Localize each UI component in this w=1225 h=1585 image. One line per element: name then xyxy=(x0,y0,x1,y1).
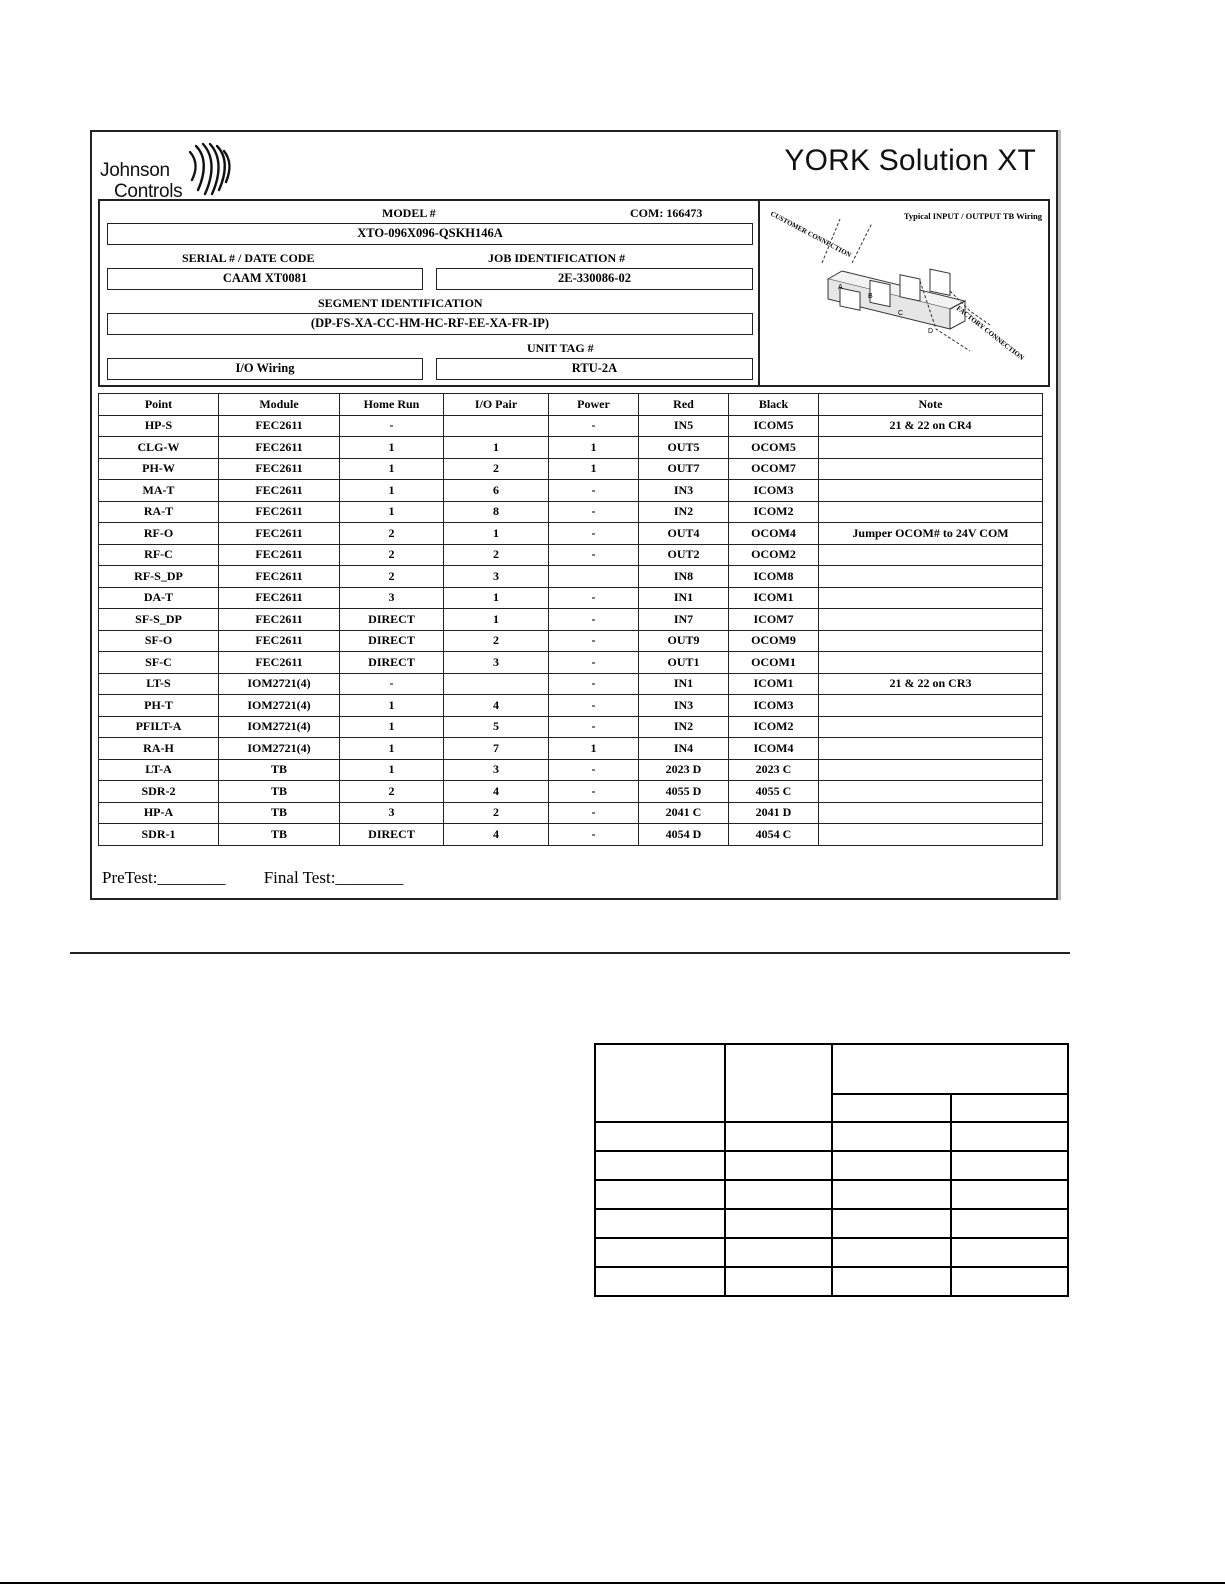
table-cell: PFILT-A xyxy=(99,716,219,738)
blank-grid-cell xyxy=(595,1267,725,1296)
blank-grid-cell xyxy=(725,1122,832,1151)
table-cell: 1 xyxy=(340,716,444,738)
table-cell: 1 xyxy=(340,695,444,717)
table-cell: FEC2611 xyxy=(219,415,340,437)
table-cell: FEC2611 xyxy=(219,544,340,566)
test-signoff-line xyxy=(102,868,437,888)
blank-grid-cell xyxy=(595,1209,725,1238)
table-cell: OCOM4 xyxy=(729,523,819,545)
table-cell: SDR-1 xyxy=(99,824,219,846)
blank-grid-cell xyxy=(832,1267,951,1296)
blank-grid-cell xyxy=(595,1122,725,1151)
table-cell: OUT5 xyxy=(639,437,729,459)
table-cell: FEC2611 xyxy=(219,609,340,631)
table-cell: 1 xyxy=(444,437,549,459)
table-row xyxy=(99,695,1043,717)
io-table-header xyxy=(99,394,1043,416)
table-row xyxy=(99,824,1043,846)
table-cell: HP-S xyxy=(99,415,219,437)
table-cell: MA-T xyxy=(99,480,219,502)
table-cell: SF-C xyxy=(99,652,219,674)
blank-grid-row xyxy=(595,1180,1068,1209)
table-cell: IN3 xyxy=(639,695,729,717)
table-cell: SF-S_DP xyxy=(99,609,219,631)
table-cell: 1 xyxy=(340,738,444,760)
table-cell: FEC2611 xyxy=(219,480,340,502)
table-cell: 5 xyxy=(444,716,549,738)
serial-label: SERIAL # / DATE CODE xyxy=(182,251,315,265)
table-cell: 1 xyxy=(340,437,444,459)
brand-line-1: Johnson xyxy=(100,160,170,181)
table-cell xyxy=(444,673,549,695)
blank-grid-row xyxy=(595,1151,1068,1180)
table-cell: DIRECT xyxy=(340,609,444,631)
table-cell: 4054 D xyxy=(639,824,729,846)
table-row xyxy=(99,781,1043,803)
table-cell: 4 xyxy=(444,824,549,846)
table-cell: FEC2611 xyxy=(219,652,340,674)
table-cell: - xyxy=(340,415,444,437)
table-cell xyxy=(819,458,1043,480)
table-row xyxy=(99,437,1043,459)
serial-field: CAAM XT0081 xyxy=(107,268,423,290)
table-cell xyxy=(819,781,1043,803)
table-cell: FEC2611 xyxy=(219,523,340,545)
blank-grid-cell xyxy=(951,1238,1068,1267)
table-cell: - xyxy=(549,652,639,674)
table-row xyxy=(99,458,1043,480)
table-cell: RA-T xyxy=(99,501,219,523)
unit-tag-label: UNIT TAG # xyxy=(527,341,594,355)
table-cell: FEC2611 xyxy=(219,630,340,652)
table-cell: FEC2611 xyxy=(219,501,340,523)
io-point-table xyxy=(98,393,1043,846)
final-test-field: Final Test:________ xyxy=(263,868,404,887)
table-cell: 4 xyxy=(444,781,549,803)
brand-line-2: Controls xyxy=(114,181,183,202)
table-cell: TB xyxy=(219,824,340,846)
terminal-letter-a: A xyxy=(838,284,843,291)
blank-grid-cell xyxy=(951,1094,1068,1122)
table-cell: OUT1 xyxy=(639,652,729,674)
blank-grid-cell xyxy=(832,1180,951,1209)
table-cell: PH-T xyxy=(99,695,219,717)
column-header: Power xyxy=(549,394,639,416)
table-cell: 2 xyxy=(340,523,444,545)
table-cell: PH-W xyxy=(99,458,219,480)
table-cell: IN7 xyxy=(639,609,729,631)
terminal-wiring-diagram xyxy=(760,201,1048,385)
table-cell xyxy=(444,415,549,437)
table-cell: FEC2611 xyxy=(219,566,340,588)
table-cell: Jumper OCOM# to 24V COM xyxy=(819,523,1043,545)
table-cell: IN5 xyxy=(639,415,729,437)
table-cell: 4054 C xyxy=(729,824,819,846)
table-cell: 3 xyxy=(340,587,444,609)
table-cell: ICOM7 xyxy=(729,609,819,631)
table-cell xyxy=(819,652,1043,674)
table-cell: 2023 C xyxy=(729,759,819,781)
table-cell xyxy=(819,802,1043,824)
table-cell: 3 xyxy=(444,566,549,588)
blank-grid-cell xyxy=(832,1044,1068,1094)
table-cell xyxy=(819,566,1043,588)
table-cell xyxy=(819,695,1043,717)
table-cell: OUT4 xyxy=(639,523,729,545)
table-cell: 1 xyxy=(549,437,639,459)
table-cell: ICOM8 xyxy=(729,566,819,588)
column-header: Red xyxy=(639,394,729,416)
table-cell: RA-H xyxy=(99,738,219,760)
table-cell: - xyxy=(549,523,639,545)
column-header: I/O Pair xyxy=(444,394,549,416)
section-divider xyxy=(70,952,1070,954)
table-cell xyxy=(549,566,639,588)
blank-grid-cell xyxy=(832,1122,951,1151)
blank-grid-cell xyxy=(951,1151,1068,1180)
table-row xyxy=(99,544,1043,566)
blank-grid-cell xyxy=(832,1209,951,1238)
table-cell: 4055 C xyxy=(729,781,819,803)
table-cell: 21 & 22 on CR4 xyxy=(819,415,1043,437)
table-cell: ICOM3 xyxy=(729,480,819,502)
table-row xyxy=(99,652,1043,674)
table-cell: CLG-W xyxy=(99,437,219,459)
table-cell: 1 xyxy=(549,458,639,480)
table-cell: RF-C xyxy=(99,544,219,566)
table-cell: DIRECT xyxy=(340,824,444,846)
table-cell: ICOM2 xyxy=(729,501,819,523)
table-cell: IN4 xyxy=(639,738,729,760)
table-cell: 4055 D xyxy=(639,781,729,803)
table-row xyxy=(99,587,1043,609)
table-cell: ICOM1 xyxy=(729,673,819,695)
table-cell: RF-S_DP xyxy=(99,566,219,588)
table-cell: 2 xyxy=(340,566,444,588)
table-cell: 1 xyxy=(444,609,549,631)
blank-grid-cell xyxy=(951,1209,1068,1238)
table-cell: 3 xyxy=(340,802,444,824)
table-cell: IOM2721(4) xyxy=(219,695,340,717)
table-row xyxy=(99,523,1043,545)
blank-grid-cell xyxy=(951,1180,1068,1209)
segment-field: (DP-FS-XA-CC-HM-HC-RF-EE-XA-FR-IP) xyxy=(107,313,753,335)
table-row xyxy=(99,415,1043,437)
table-cell: - xyxy=(549,673,639,695)
model-label: MODEL # xyxy=(382,206,436,220)
table-cell: 1 xyxy=(444,523,549,545)
table-cell: IN2 xyxy=(639,501,729,523)
table-cell xyxy=(819,759,1043,781)
segment-label: SEGMENT IDENTIFICATION xyxy=(318,296,483,310)
table-cell xyxy=(819,609,1043,631)
table-cell: 2 xyxy=(444,544,549,566)
terminal-letter-b: B xyxy=(868,293,873,300)
table-cell: ICOM2 xyxy=(729,716,819,738)
table-row xyxy=(99,673,1043,695)
job-label: JOB IDENTIFICATION # xyxy=(488,251,626,265)
table-cell: OCOM7 xyxy=(729,458,819,480)
unit-info-panel xyxy=(98,199,1050,387)
table-row xyxy=(99,609,1043,631)
table-cell: - xyxy=(549,480,639,502)
table-cell: 2 xyxy=(340,781,444,803)
blank-grid-cell xyxy=(725,1238,832,1267)
blank-grid-cell xyxy=(725,1180,832,1209)
model-field: XTO-096X096-QSKH146A xyxy=(107,223,753,245)
table-cell: 2 xyxy=(444,630,549,652)
table-cell: - xyxy=(549,501,639,523)
table-cell: OUT2 xyxy=(639,544,729,566)
table-cell: HP-A xyxy=(99,802,219,824)
table-cell: 21 & 22 on CR3 xyxy=(819,673,1043,695)
table-cell: DA-T xyxy=(99,587,219,609)
terminal-letter-d: D xyxy=(928,328,934,335)
table-cell: 2 xyxy=(340,544,444,566)
table-row xyxy=(99,501,1043,523)
blank-grid-row xyxy=(595,1238,1068,1267)
blank-grid-cell xyxy=(595,1238,725,1267)
table-cell: 3 xyxy=(444,652,549,674)
product-title: YORK Solution XT xyxy=(784,144,1036,177)
blank-grid-row xyxy=(595,1209,1068,1238)
column-header: Black xyxy=(729,394,819,416)
table-row xyxy=(99,566,1043,588)
table-cell: 1 xyxy=(340,501,444,523)
blank-grid-cell xyxy=(725,1209,832,1238)
table-cell: 1 xyxy=(340,759,444,781)
io-wiring-field: I/O Wiring xyxy=(107,358,423,380)
blank-grid-table xyxy=(594,1043,1069,1297)
table-cell: DIRECT xyxy=(340,652,444,674)
table-cell: IN2 xyxy=(639,716,729,738)
blank-grid-cell xyxy=(595,1044,725,1122)
blank-grid-cell xyxy=(725,1267,832,1296)
terminal-letter-c: C xyxy=(898,310,904,317)
blank-grid-cell xyxy=(832,1094,951,1122)
table-cell: OUT9 xyxy=(639,630,729,652)
table-cell: FEC2611 xyxy=(219,587,340,609)
table-cell: RF-O xyxy=(99,523,219,545)
table-cell: 2023 D xyxy=(639,759,729,781)
table-cell: ICOM4 xyxy=(729,738,819,760)
table-cell: IOM2721(4) xyxy=(219,738,340,760)
sheet-shadow xyxy=(1058,130,1061,900)
blank-grid-cell xyxy=(725,1044,832,1122)
table-cell xyxy=(819,630,1043,652)
brand-swirl-icon xyxy=(186,142,236,198)
table-cell: - xyxy=(549,802,639,824)
table-cell: DIRECT xyxy=(340,630,444,652)
unit-tag-field: RTU-2A xyxy=(436,358,753,380)
table-cell: 1 xyxy=(444,587,549,609)
diagram-title: Typical INPUT / OUTPUT TB Wiring xyxy=(903,211,1042,221)
blank-grid-cell xyxy=(595,1180,725,1209)
factory-connection-label: FACTORY CONNECTION xyxy=(954,304,1026,362)
table-cell: - xyxy=(549,544,639,566)
table-cell: 6 xyxy=(444,480,549,502)
blank-grid-cell xyxy=(832,1151,951,1180)
blank-grid-cell xyxy=(595,1151,725,1180)
job-field: 2E-330086-02 xyxy=(436,268,753,290)
blank-grid-row xyxy=(595,1122,1068,1151)
table-row xyxy=(99,716,1043,738)
blank-grid-cell xyxy=(832,1238,951,1267)
table-cell: ICOM1 xyxy=(729,587,819,609)
table-cell: OCOM5 xyxy=(729,437,819,459)
table-cell: - xyxy=(549,415,639,437)
table-cell: TB xyxy=(219,781,340,803)
blank-grid-cell xyxy=(951,1122,1068,1151)
table-cell: ICOM3 xyxy=(729,695,819,717)
table-row xyxy=(99,802,1043,824)
table-cell: 4 xyxy=(444,695,549,717)
table-row xyxy=(99,480,1043,502)
table-cell xyxy=(819,437,1043,459)
table-cell xyxy=(819,716,1043,738)
table-cell: 2 xyxy=(444,458,549,480)
terminal-block-illustration xyxy=(760,201,1048,385)
table-cell: SF-O xyxy=(99,630,219,652)
table-cell: OCOM1 xyxy=(729,652,819,674)
wiring-label-sheet xyxy=(90,130,1058,900)
table-cell: 2041 D xyxy=(729,802,819,824)
table-cell: TB xyxy=(219,802,340,824)
blank-grid-cell xyxy=(725,1151,832,1180)
column-header: Module xyxy=(219,394,340,416)
table-cell xyxy=(819,738,1043,760)
column-header: Note xyxy=(819,394,1043,416)
table-cell: - xyxy=(549,824,639,846)
table-cell: TB xyxy=(219,759,340,781)
table-row xyxy=(99,738,1043,760)
table-cell xyxy=(819,501,1043,523)
table-cell xyxy=(819,544,1043,566)
table-cell: 2041 C xyxy=(639,802,729,824)
table-cell: - xyxy=(549,716,639,738)
column-header: Home Run xyxy=(340,394,444,416)
table-cell: - xyxy=(549,609,639,631)
table-cell xyxy=(819,587,1043,609)
blank-grid-row xyxy=(595,1044,1068,1094)
customer-connection-label: CUSTOMER CONNECTION xyxy=(769,209,853,260)
table-cell: 2 xyxy=(444,802,549,824)
column-header: Point xyxy=(99,394,219,416)
table-cell: IN1 xyxy=(639,587,729,609)
table-cell: 1 xyxy=(549,738,639,760)
table-cell: - xyxy=(549,695,639,717)
table-cell: 7 xyxy=(444,738,549,760)
table-cell: OCOM2 xyxy=(729,544,819,566)
table-cell: IN8 xyxy=(639,566,729,588)
table-cell: 1 xyxy=(340,480,444,502)
table-cell: - xyxy=(549,587,639,609)
table-row xyxy=(99,630,1043,652)
table-cell: FEC2611 xyxy=(219,458,340,480)
table-cell: OUT7 xyxy=(639,458,729,480)
table-cell: IOM2721(4) xyxy=(219,673,340,695)
com-number: COM: 166473 xyxy=(630,206,703,220)
table-cell xyxy=(819,480,1043,502)
page-bottom-rule xyxy=(0,1582,1225,1584)
table-cell: - xyxy=(549,630,639,652)
table-cell: - xyxy=(549,781,639,803)
table-cell: SDR-2 xyxy=(99,781,219,803)
blank-grid-row xyxy=(595,1267,1068,1296)
table-cell: ICOM5 xyxy=(729,415,819,437)
table-cell: 8 xyxy=(444,501,549,523)
table-cell: LT-A xyxy=(99,759,219,781)
table-cell: 1 xyxy=(340,458,444,480)
unit-info-fields xyxy=(100,201,760,385)
table-cell: - xyxy=(549,759,639,781)
table-cell xyxy=(819,824,1043,846)
johnson-controls-logo xyxy=(100,142,240,202)
table-cell: IN3 xyxy=(639,480,729,502)
table-cell: OCOM9 xyxy=(729,630,819,652)
table-cell: - xyxy=(340,673,444,695)
table-cell: LT-S xyxy=(99,673,219,695)
table-cell: IN1 xyxy=(639,673,729,695)
blank-grid-cell xyxy=(951,1267,1068,1296)
pretest-field: PreTest:________ xyxy=(102,868,226,887)
table-cell: FEC2611 xyxy=(219,437,340,459)
table-row xyxy=(99,759,1043,781)
table-cell: 3 xyxy=(444,759,549,781)
table-cell: IOM2721(4) xyxy=(219,716,340,738)
